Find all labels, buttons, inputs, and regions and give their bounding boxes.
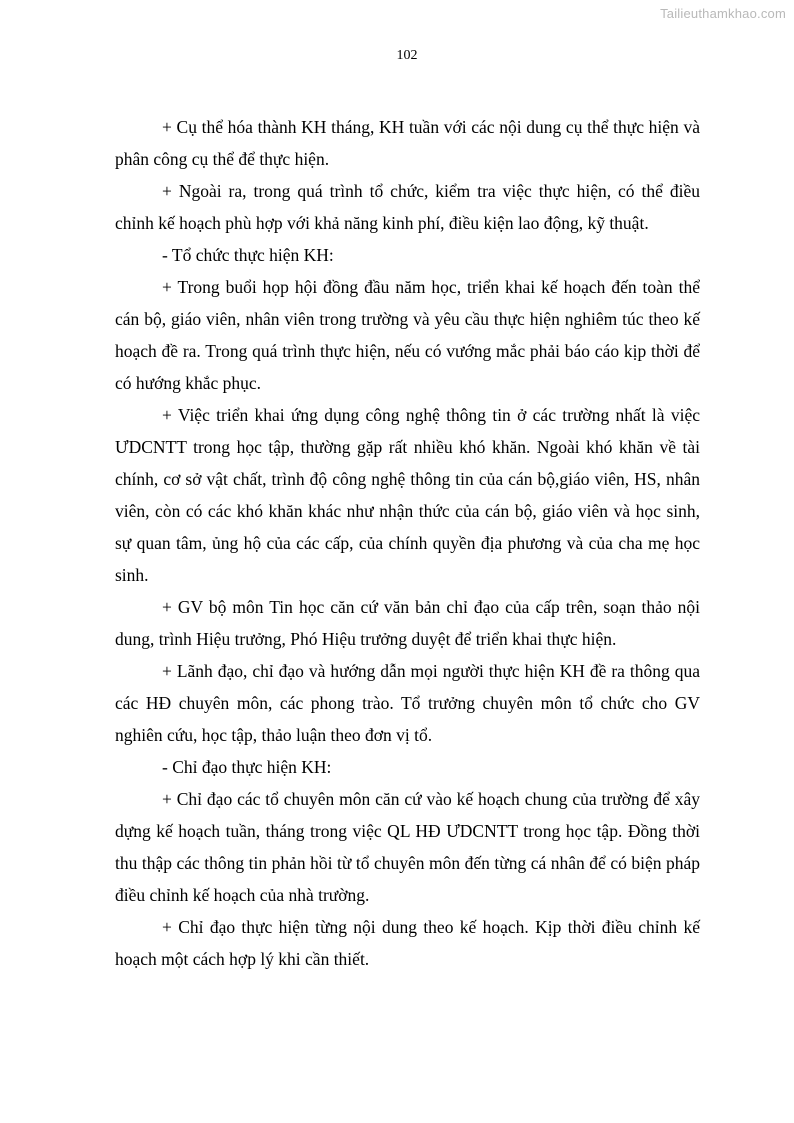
paragraph-plan-breakdown: + Cụ thể hóa thành KH tháng, KH tuần với các nội dung cụ thể thực hiện và phân công cụ thể để thực hiện. xyxy=(115,117,700,169)
document-body xyxy=(115,111,700,975)
heading-direct-implementation: - Chỉ đạo thực hiện KH: xyxy=(162,757,332,777)
paragraph-it-teacher: + GV bộ môn Tin học căn cứ văn bản chỉ đạo của cấp trên, soạn thảo nội dung, trình Hiệu trưởng, Phó Hiệu trưởng duyệt để triển khai thực hiện. xyxy=(115,597,700,649)
paragraph-it-difficulties: + Việc triển khai ứng dụng công nghệ thông tin ở các trường nhất là việc ƯDCNTT trong học tập, thường gặp rất nhiều khó khăn. Ngoài khó khăn về tài chính, cơ sở vật chất, trình độ công nghệ thông tin của cán bộ,giáo viên, HS, nhân viên, còn có các khó khăn khác như nhận thức của cán bộ, giáo viên và học sinh, sự quan tâm, ủng hộ của các cấp, của chính quyền địa phương và của cha mẹ học sinh. xyxy=(115,405,700,585)
paragraph-direct-groups: + Chỉ đạo các tổ chuyên môn căn cứ vào kế hoạch chung của trường để xây dựng kế hoạch tuần, tháng trong việc QL HĐ ƯDCNTT trong học tập. Đồng thời thu thập các thông tin phản hồi từ tổ chuyên môn đến từng cá nhân để có biện pháp điều chỉnh kế hoạch của nhà trường. xyxy=(115,789,700,905)
page-number: 102 xyxy=(396,48,418,63)
paragraph-council-meeting: + Trong buổi họp hội đồng đầu năm học, triển khai kế hoạch đến toàn thể cán bộ, giáo viên, nhân viên trong trường và yêu cầu thực hiện nghiêm túc theo kế hoạch đề ra. Trong quá trình thực hiện, nếu có vướng mắc phải báo cáo kịp thời để có hướng khắc phục. xyxy=(115,277,700,393)
heading-organize-implementation: - Tổ chức thực hiện KH: xyxy=(162,245,334,265)
watermark: Tailieuthamkhao.com xyxy=(660,6,786,21)
paragraph-leadership: + Lãnh đạo, chỉ đạo và hướng dẫn mọi người thực hiện KH đề ra thông qua các HĐ chuyên môn, các phong trào. Tổ trưởng chuyên môn tổ chức cho GV nghiên cứu, học tập, thảo luận theo đơn vị tổ. xyxy=(115,661,700,745)
paragraph-direct-content: + Chỉ đạo thực hiện từng nội dung theo kế hoạch. Kịp thời điều chỉnh kế hoạch một cách hợp lý khi cần thiết. xyxy=(115,917,700,969)
paragraph-plan-adjustment: + Ngoài ra, trong quá trình tổ chức, kiểm tra việc thực hiện, có thể điều chỉnh kế hoạch phù hợp với khả năng kinh phí, điều kiện lao động, kỹ thuật. xyxy=(115,181,700,233)
